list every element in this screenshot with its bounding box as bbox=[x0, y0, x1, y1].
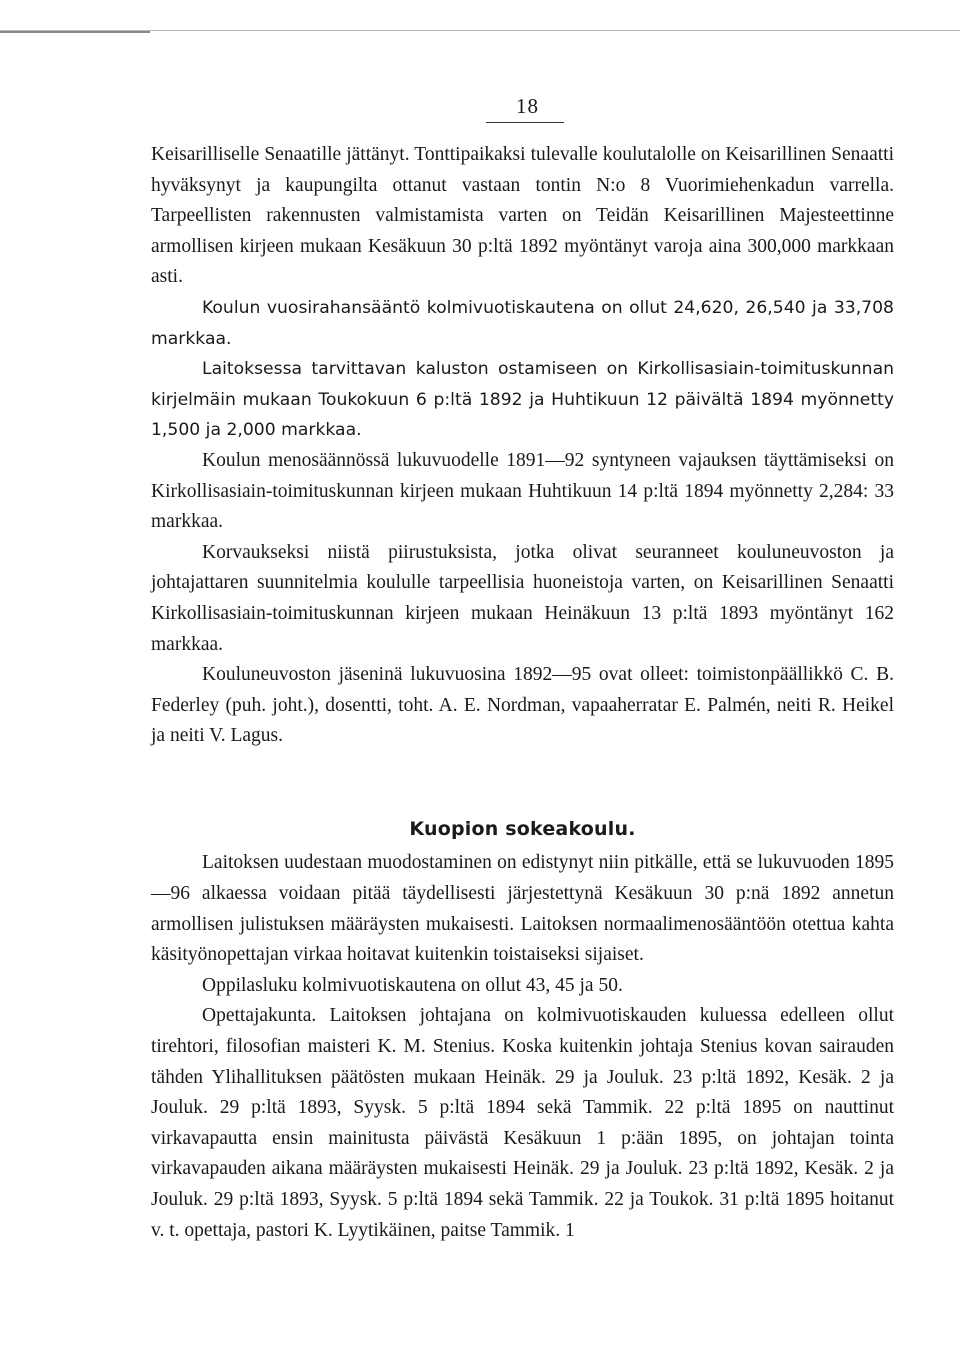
page-number: 18 bbox=[516, 94, 539, 118]
section-heading: Kuopion sokeakoulu. bbox=[409, 817, 636, 840]
document-body bbox=[151, 140, 894, 1246]
paragraph-teaching-staff: Opettajakunta. Laitoksen johtajana on kolmivuotiskauden kuluessa edelleen ollut tirehtori, filosofian maisteri K. M. Stenius. Koska kuitenkin johtaja Stenius kovan sairauden tähden Ylihallituksen päätösten mukaan Heinäk. 29 ja Jouluk. 23 p:ltä 1892, Kesäk. 2 ja Jouluk. 29 p:ltä 1893, Syysk. 5 p:ltä 1894 sekä Tammik. 22 p:ltä 1895 on nauttinut virkavapautta ensin mainitusta päivästä Kesäkuun 1 p:ään 1895, on johtajan tointa virkavapauden aikana määräysten mukaisesti Heinäk. 29 ja Jouluk. 23 p:ltä 1892, Kesäk. 2 ja Jouluk. 29 p:ltä 1893, Syysk. 5 p:ltä 1894 sekä Tammik. 22 ja Toukok. 31 p:ltä 1895 hoitanut v. t. opettaja, pastori K. Lyytikäinen, paitse Tammik. 1 bbox=[151, 1005, 894, 1241]
paragraph-reorganization: Laitoksen uudestaan muodostaminen on edistynyt niin pitkälle, että se lukuvuoden 1895—96 alkaessa voidaan pitää täydellisesti järjestettynä Kesäkuun 30 p:nä 1892 annetun armollisen julistuksen määräysten mukaisesti. Laitoksen normaalimenosääntöön otettua kahta käsityönopettajan virkaa hoitavat kuitenkin toistaiseksi sijaiset. bbox=[151, 852, 894, 966]
paragraph-school-board: Kouluneuvoston jäseninä lukuvuosina 1892—95 ovat olleet: toimistonpäällikkö C. B. Federley (puh. joht.), dosentti, toht. A. E. Nordman, vapaaherratar E. Palmén, neiti R. Heikel ja neiti V. Lagus. bbox=[151, 664, 894, 747]
paragraph-deficit: Koulun menosäännössä lukuvuodelle 1891—92 syntyneen vajauksen täyttämiseksi on Kirkollisasiain-toimituskunnan kirjeen mukaan Huhtikuun 14 p:ltä 1894 myönnetty 2,284: 33 markkaa. bbox=[151, 449, 894, 533]
paragraph-budget: Koulun vuosirahansääntö kolmivuotiskautena on ollut 24,620, 26,540 ja 33,708 markkaa. bbox=[151, 297, 894, 349]
page-number-underline bbox=[486, 122, 564, 123]
scan-top-edge-shadow bbox=[0, 31, 150, 33]
paragraph-pupil-count: Oppilasluku kolmivuotiskautena on ollut 43, 45 ja 50. bbox=[202, 974, 623, 996]
paragraph-furniture-funds: Laitoksessa tarvittavan kaluston ostamiseen on Kirkollisasiain-toimituskunnan kirjelmäin mukaan Toukokuun 6 p:ltä 1892 ja Huhtikuun 12 päivältä 1894 myönnetty 1,500 ja 2,000 markkaa. bbox=[151, 359, 894, 441]
paragraph-continuation: Keisarilliselle Senaatille jättänyt. Tonttipaikaksi tulevalle koulutalolle on Keisarillinen Senaatti hyväksynyt ja kaupungilta ottanut vastaan tontin N:o 8 Vuorimiehenkadun varrella. Tarpeellisten rakennusten valmistamista varten on Teidän Keisarillinen Majesteettinne armollisen kirjeen mukaan Kesäkuun 30 p:ltä 1892 myöntänyt varoja aina 300,000 markkaan asti. bbox=[151, 144, 894, 288]
paragraph-drawings-compensation: Korvaukseksi niistä piirustuksista, jotka olivat seuranneet kouluneuvoston ja johtajattaren suunnitelmia koululle tarpeellisia huoneistoja varten, on Keisarillinen Senaatti Kirkollisasiain-toimituskunnan kirjeen mukaan Heinäkuun 13 p:ltä 1893 myöntänyt 162 markkaa. bbox=[151, 541, 894, 655]
